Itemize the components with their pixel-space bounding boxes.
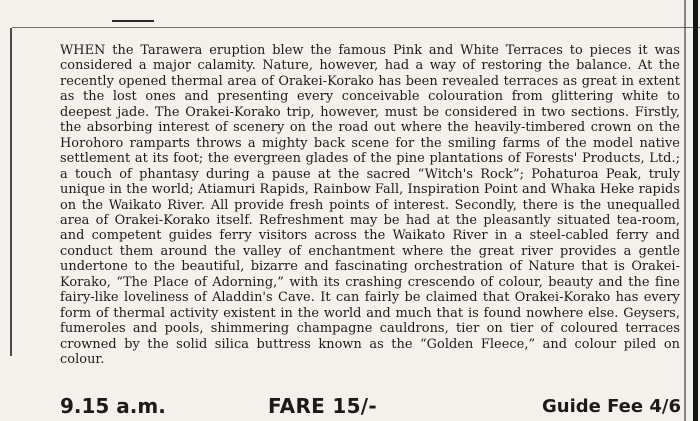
article-text: WHEN the Tarawera eruption blew the famous Pink and White Terraces to pieces it was considered a major calamity. Nature, however, had a way of restoring the balance. At the recently opened thermal area of Orakei-Korako has been revealed terraces as great in extent as the lost ones and presenting every conceivable colouration from glittering white to deepest jade. The Orakei-Korako trip, however, must be considered in two sections. Firstly, the absorbing interest of scenery on the road out where the heavily-timbered crown on the Horohoro ramparts throws a mighty back scene for the smiling farms of the model native settlement at its foot; the evergreen glades of the pine plantations of Forests' Products, Ltd.; a touch of phantasy during a pause at the sacred “Witch's Rock”; Pohaturoa Peak, truly unique in the world; Atiamuri Rapids, Rainbow Fall, Inspiration Point and Whaka Heke rapids on the Waikato River. All provide fresh points of interest. Secondly, there is the unequalled area of Orakei-Korako itself. Refreshment may be had at the pleasantly situated tea-room, and competent guides ferry visitors across the Waikato River in a steel-cabled ferry and conduct them around the valley of enchantment where the great river provides a gentle undertone to the beautiful, bizarre and fascinating orchestration of Nature that is Orakei-Korako, “The Place of Adorning,” with its crashing crescendo of colour, beauty and the fine fairy-like loveliness of Aladdin's Cave. It can fairly be claimed that Orakei-Korako has every form of thermal activity existent in the world and much that is found nowhere else. Geysers, fumeroles and pools, shimmering champagne cauldrons, tier on tier of coloured terraces crowned by the solid silica buttress known as the “Golden Fleece,” and colour piled on colour. [60, 43, 680, 368]
article-body [60, 43, 680, 368]
fare-line [60, 394, 685, 418]
right-border-inner [684, 0, 686, 421]
left-border [10, 28, 12, 356]
departure-time: 9.15 a.m. [60, 394, 166, 418]
top-rule [12, 27, 700, 28]
right-border [693, 0, 698, 421]
top-rule-short [112, 20, 154, 22]
guide-fee: Guide Fee 4/6 [542, 396, 681, 417]
fare-price: FARE 15/- [268, 394, 378, 418]
